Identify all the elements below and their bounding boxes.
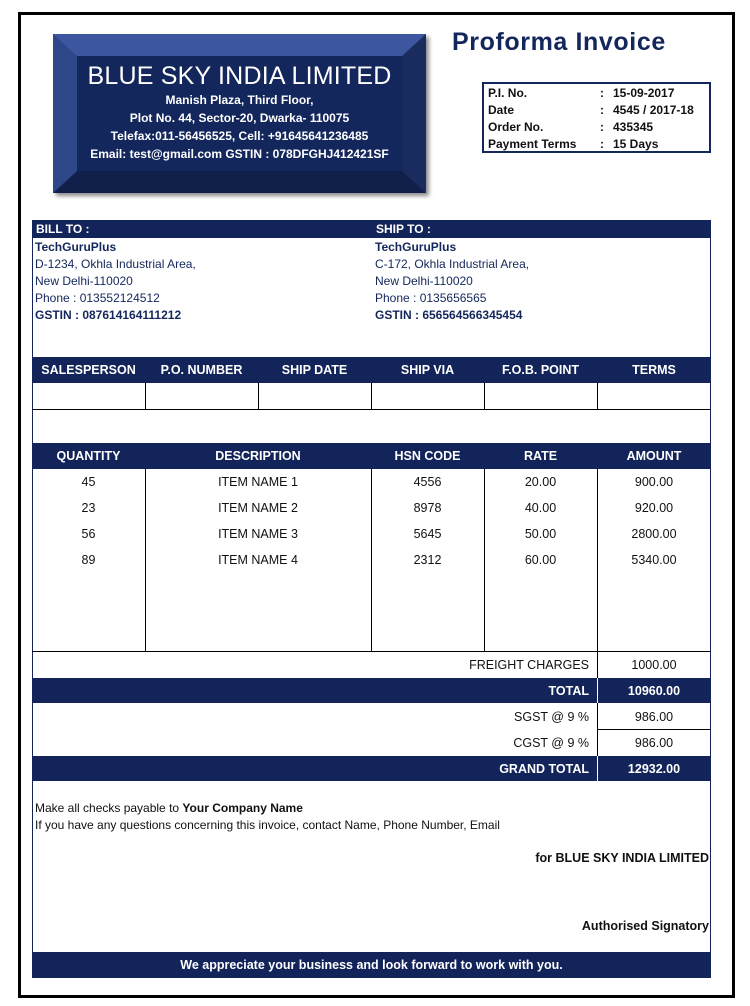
thanks-bar: We appreciate your business and look forward to work with you. <box>32 952 711 978</box>
bill-to-block <box>35 239 196 324</box>
item-hsn: 4556 <box>413 475 442 489</box>
ship-to-line1: C-172, Okhla Industrial Area, <box>375 257 530 271</box>
header-po-number: P.O. NUMBER <box>160 363 243 377</box>
grand-total-value: 12932.00 <box>627 761 681 776</box>
item-qty: 89 <box>81 553 96 567</box>
bill-to-name: TechGuruPlus <box>35 240 117 254</box>
meta-label: Date <box>488 103 515 117</box>
meta-value: 4545 / 2017-18 <box>613 103 694 117</box>
ship-to-heading: SHIP TO : <box>376 222 431 236</box>
ship-to-line2: New Delhi-110020 <box>375 274 473 288</box>
invoice-title: Proforma Invoice <box>452 28 666 56</box>
item-rate: 40.00 <box>524 501 557 515</box>
company-address-line1: Manish Plaza, Third Floor, <box>165 93 314 107</box>
item-amount: 900.00 <box>634 475 674 489</box>
grand-total-label: GRAND TOTAL <box>499 761 589 776</box>
meta-label: Order No. <box>488 120 544 134</box>
bill-to-gstin: GSTIN : 087614164111212 <box>35 308 182 322</box>
item-hsn: 5645 <box>413 527 442 541</box>
header-amount: AMOUNT <box>626 449 682 463</box>
item-hsn: 2312 <box>413 553 442 567</box>
for-company: for BLUE SKY INDIA LIMITED <box>535 851 709 865</box>
meta-value: 435345 <box>613 120 654 134</box>
item-amount: 5340.00 <box>631 553 677 567</box>
item-rate: 60.00 <box>524 553 557 567</box>
item-amount: 920.00 <box>634 501 674 515</box>
bill-to-heading: BILL TO : <box>36 222 90 236</box>
item-rate: 20.00 <box>524 475 557 489</box>
payment-note <box>35 800 303 817</box>
item-hsn: 8978 <box>413 501 442 515</box>
bill-to-phone: Phone : 013552124512 <box>35 291 160 305</box>
header-ship-via: SHIP VIA <box>400 363 455 377</box>
cgst-value: 986.00 <box>634 735 674 750</box>
freight-label: FREIGHT CHARGES <box>469 657 589 672</box>
item-qty: 56 <box>81 527 96 541</box>
total-value: 10960.00 <box>627 683 681 698</box>
item-desc: ITEM NAME 3 <box>218 527 298 541</box>
header-quantity: QUANTITY <box>56 449 121 463</box>
authorised-signatory: Authorised Signatory <box>581 919 709 933</box>
meta-label: Payment Terms <box>488 137 577 151</box>
total-label: TOTAL <box>548 683 589 698</box>
company-name: BLUE SKY INDIA LIMITED <box>87 62 392 90</box>
company-plate <box>53 34 426 193</box>
item-desc: ITEM NAME 4 <box>218 553 298 567</box>
item-desc: ITEM NAME 2 <box>218 501 298 515</box>
header-terms: TERMS <box>632 363 676 377</box>
address-header-bar <box>32 220 711 238</box>
company-email: Email: test@gmail.com GSTIN : 078DFGHJ412421SF <box>90 147 389 161</box>
bill-to-line1: D-1234, Okhla Industrial Area, <box>35 257 196 271</box>
company-address-line2: Plot No. 44, Sector-20, Dwarka- 110075 <box>129 111 350 125</box>
checks-company: Your Company Name <box>182 801 303 815</box>
header-fob-point: F.O.B. POINT <box>501 363 580 377</box>
bill-to-line2: New Delhi-110020 <box>35 274 133 288</box>
item-rate: 50.00 <box>524 527 557 541</box>
meta-value: 15-09-2017 <box>613 86 675 100</box>
header-ship-date: SHIP DATE <box>281 363 348 377</box>
cgst-label: CGST @ 9 % <box>513 735 589 750</box>
ship-to-phone: Phone : 0135656565 <box>375 291 487 305</box>
questions-note: If you have any questions concerning this invoice, contact Name, Phone Number, Email <box>35 818 500 832</box>
invoice-meta: P.I. No. : 15-09-2017 Date : 4545 / 2017-18 Order No. : 435345 Payment Terms : 15 Days <box>482 82 711 153</box>
header-description: DESCRIPTION <box>215 449 301 463</box>
company-contact: Telefax:011-56456525, Cell: +91645641236485 <box>110 129 369 143</box>
freight-value: 1000.00 <box>631 657 677 672</box>
header-hsn-code: HSN CODE <box>394 449 461 463</box>
sgst-label: SGST @ 9 % <box>514 709 589 724</box>
meta-value: 15 Days <box>613 137 659 151</box>
checks-prefix: Make all checks payable to <box>35 801 183 815</box>
item-desc: ITEM NAME 1 <box>218 475 298 489</box>
meta-label: P.I. No. <box>488 86 528 100</box>
item-qty: 23 <box>81 501 96 515</box>
header-rate: RATE <box>523 449 558 463</box>
ship-to-name: TechGuruPlus <box>375 240 457 254</box>
header-salesperson: SALESPERSON <box>41 363 136 377</box>
ship-to-block <box>375 239 529 324</box>
sgst-value: 986.00 <box>634 709 674 724</box>
item-amount: 2800.00 <box>631 527 677 541</box>
ship-to-gstin: GSTIN : 656564566345454 <box>375 308 523 322</box>
item-qty: 45 <box>81 475 96 489</box>
